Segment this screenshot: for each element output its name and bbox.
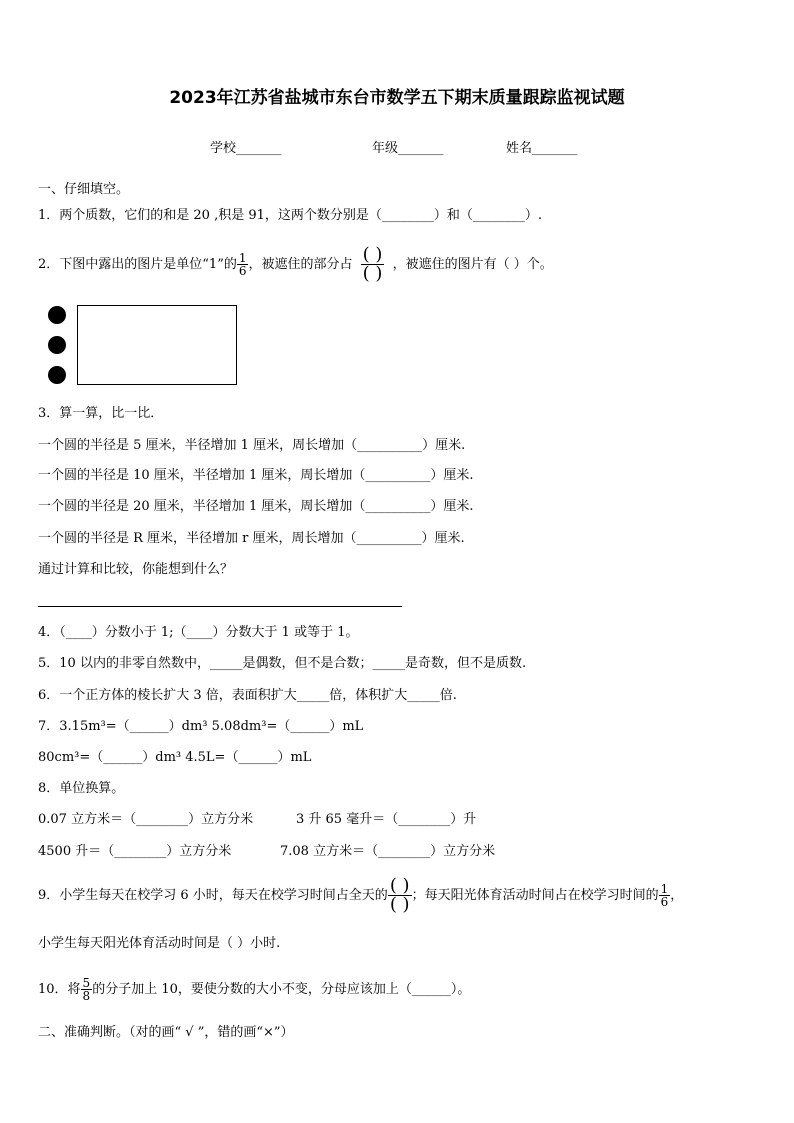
question-3-heading: 3．算一算，比一比． — [38, 406, 164, 421]
question-9 — [38, 876, 683, 916]
section-heading-2: 二、准确判断。（对的画“ √ ”，错的画“×”） — [38, 1025, 294, 1040]
fraction-denominator: 6 — [238, 264, 247, 278]
question-9-line-2: 小学生每天阳光体育活动时间是（ ）小时. — [38, 936, 281, 951]
question-3-line-4: 一个圆的半径是 R 厘米，半径增加 r 厘米，周长增加（__________）厘米. — [38, 531, 465, 546]
fraction-numerator: 5 — [82, 976, 91, 990]
question-10-text-a: 10．将 — [38, 982, 81, 997]
question-9-text-b: ；每天阳光体育活动时间占在校学习时间的 — [411, 888, 659, 903]
question-10-text-b: 的分子加上 10，要使分数的大小不变，分母应该加上（______）。 — [92, 982, 471, 997]
question-3-line-2: 一个圆的半径是 10 厘米，半径增加 1 厘米，周长增加（__________）厘米. — [38, 468, 474, 483]
fraction-one-sixth — [237, 252, 249, 277]
question-8-a: 0.07 立方米＝（________）立方分米 — [38, 812, 254, 827]
question-3-ask: 通过计算和比较，你能想到什么？ — [38, 562, 234, 577]
question-4: 4．（____）分数小于 1;（____）分数大于 1 或等于 1。 — [38, 625, 359, 640]
circle-dot — [48, 306, 66, 324]
question-8-heading: 8．单位换算。 — [38, 781, 125, 796]
question-10 — [38, 972, 470, 1008]
blank-fraction — [388, 877, 412, 914]
name-field: 姓名_______ — [506, 141, 578, 156]
question-3-line-1: 一个圆的半径是 5 厘米，半径增加 1 厘米，周长增加（__________）厘米. — [38, 438, 466, 453]
fraction-one-sixth — [659, 883, 671, 908]
fraction-denominator: 6 — [660, 895, 669, 909]
fraction-five-eighths — [81, 977, 93, 1002]
question-2-text-b: ，被遮住的部分占 — [248, 257, 353, 272]
question-5: 5．10 以内的非零自然数中，_____是偶数，但不是合数；_____是奇数，但不是质数. — [38, 656, 527, 671]
fraction-denominator: ( ) — [389, 894, 410, 915]
section-heading-1: 一、仔细填空。 — [38, 182, 130, 197]
question-1: 1．两个质数，它们的和是 20 ,积是 91，这两个数分别是（________）和（________）. — [38, 208, 543, 223]
answer-line — [38, 606, 402, 607]
question-8-d: 7.08 立方米＝（________）立方分米 — [280, 844, 496, 859]
question-7-line-2: 80cm³=（______）dm³ 4.5L=（______）mL — [38, 750, 312, 765]
question-2 — [38, 246, 553, 282]
question-3-line-3: 一个圆的半径是 20 厘米，半径增加 1 厘米，周长增加（__________）厘米. — [38, 499, 474, 514]
question-2-text-a: 2．下图中露出的图片是单位“1”的 — [38, 257, 237, 272]
question-7-line-1: 7．3.15m³=（______）dm³ 5.08dm³=（______）mL — [38, 719, 364, 734]
fraction-denominator: 8 — [82, 989, 91, 1003]
fraction-numerator: ( ) — [362, 244, 383, 265]
page-title: 2023年江苏省盐城市东台市数学五下期末质量跟踪监视试题 — [169, 88, 625, 108]
question-8-b: 3 升 65 毫升＝（________）升 — [296, 812, 477, 827]
school-field: 学校_______ — [210, 141, 282, 156]
fraction-denominator: ( ) — [362, 263, 383, 284]
question-9-text-a: 9．小学生每天在校学习 6 小时，每天在校学习时间占全天的 — [38, 888, 388, 903]
question-6: 6．一个正方体的棱长扩大 3 倍，表面积扩大_____倍，体积扩大_____倍. — [38, 688, 457, 703]
circle-dot — [48, 336, 66, 354]
fraction-numerator: 1 — [238, 251, 247, 265]
circle-dot — [48, 366, 66, 384]
question-8-c: 4500 升＝（________）立方分米 — [38, 844, 232, 859]
fraction-numerator: 1 — [660, 882, 669, 896]
question-9-text-c: ， — [670, 888, 684, 903]
grade-field: 年级_______ — [372, 141, 444, 156]
blank-fraction — [361, 246, 385, 283]
cover-rectangle — [77, 305, 237, 385]
question-2-text-c: ，被遮住的图片有（ ）个。 — [392, 257, 553, 272]
fraction-numerator: ( ) — [389, 875, 410, 896]
